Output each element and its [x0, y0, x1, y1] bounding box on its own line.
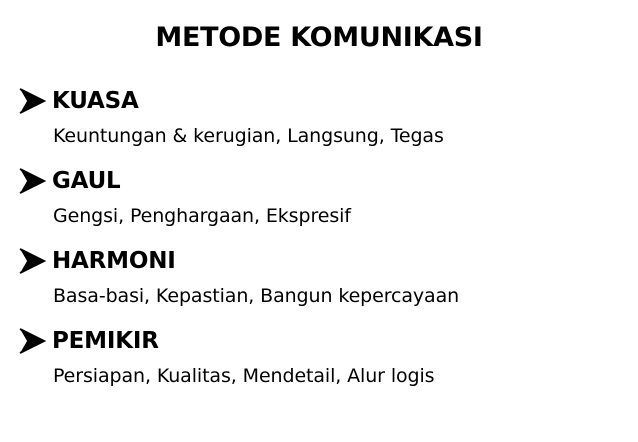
bullet-row [18, 82, 628, 120]
list-item-pemikir [18, 322, 628, 402]
list-item-gaul [18, 162, 628, 242]
item-description: Basa-basi, Kepastian, Bangun kepercayaan [53, 285, 460, 307]
arrow-bullet-icon [18, 88, 46, 114]
item-description: Gengsi, Penghargaan, Ekspresif [53, 205, 351, 227]
list-item-harmoni [18, 242, 628, 322]
arrow-bullet-icon [18, 248, 46, 274]
bullet-list [18, 82, 628, 402]
item-description: Persiapan, Kualitas, Mendetail, Alur logis [53, 365, 435, 387]
item-heading: KUASA [52, 88, 139, 114]
bullet-row [18, 242, 628, 280]
arrow-bullet-icon [18, 328, 46, 354]
item-heading: HARMONI [52, 248, 176, 274]
list-item-kuasa [18, 82, 628, 162]
item-heading: PEMIKIR [52, 328, 159, 354]
slide-title: METODE KOMUNIKASI [155, 22, 483, 53]
bullet-row [18, 162, 628, 200]
bullet-row [18, 322, 628, 360]
item-description: Keuntungan & kerugian, Langsung, Tegas [53, 125, 444, 147]
arrow-bullet-icon [18, 168, 46, 194]
item-heading: GAUL [52, 168, 121, 194]
